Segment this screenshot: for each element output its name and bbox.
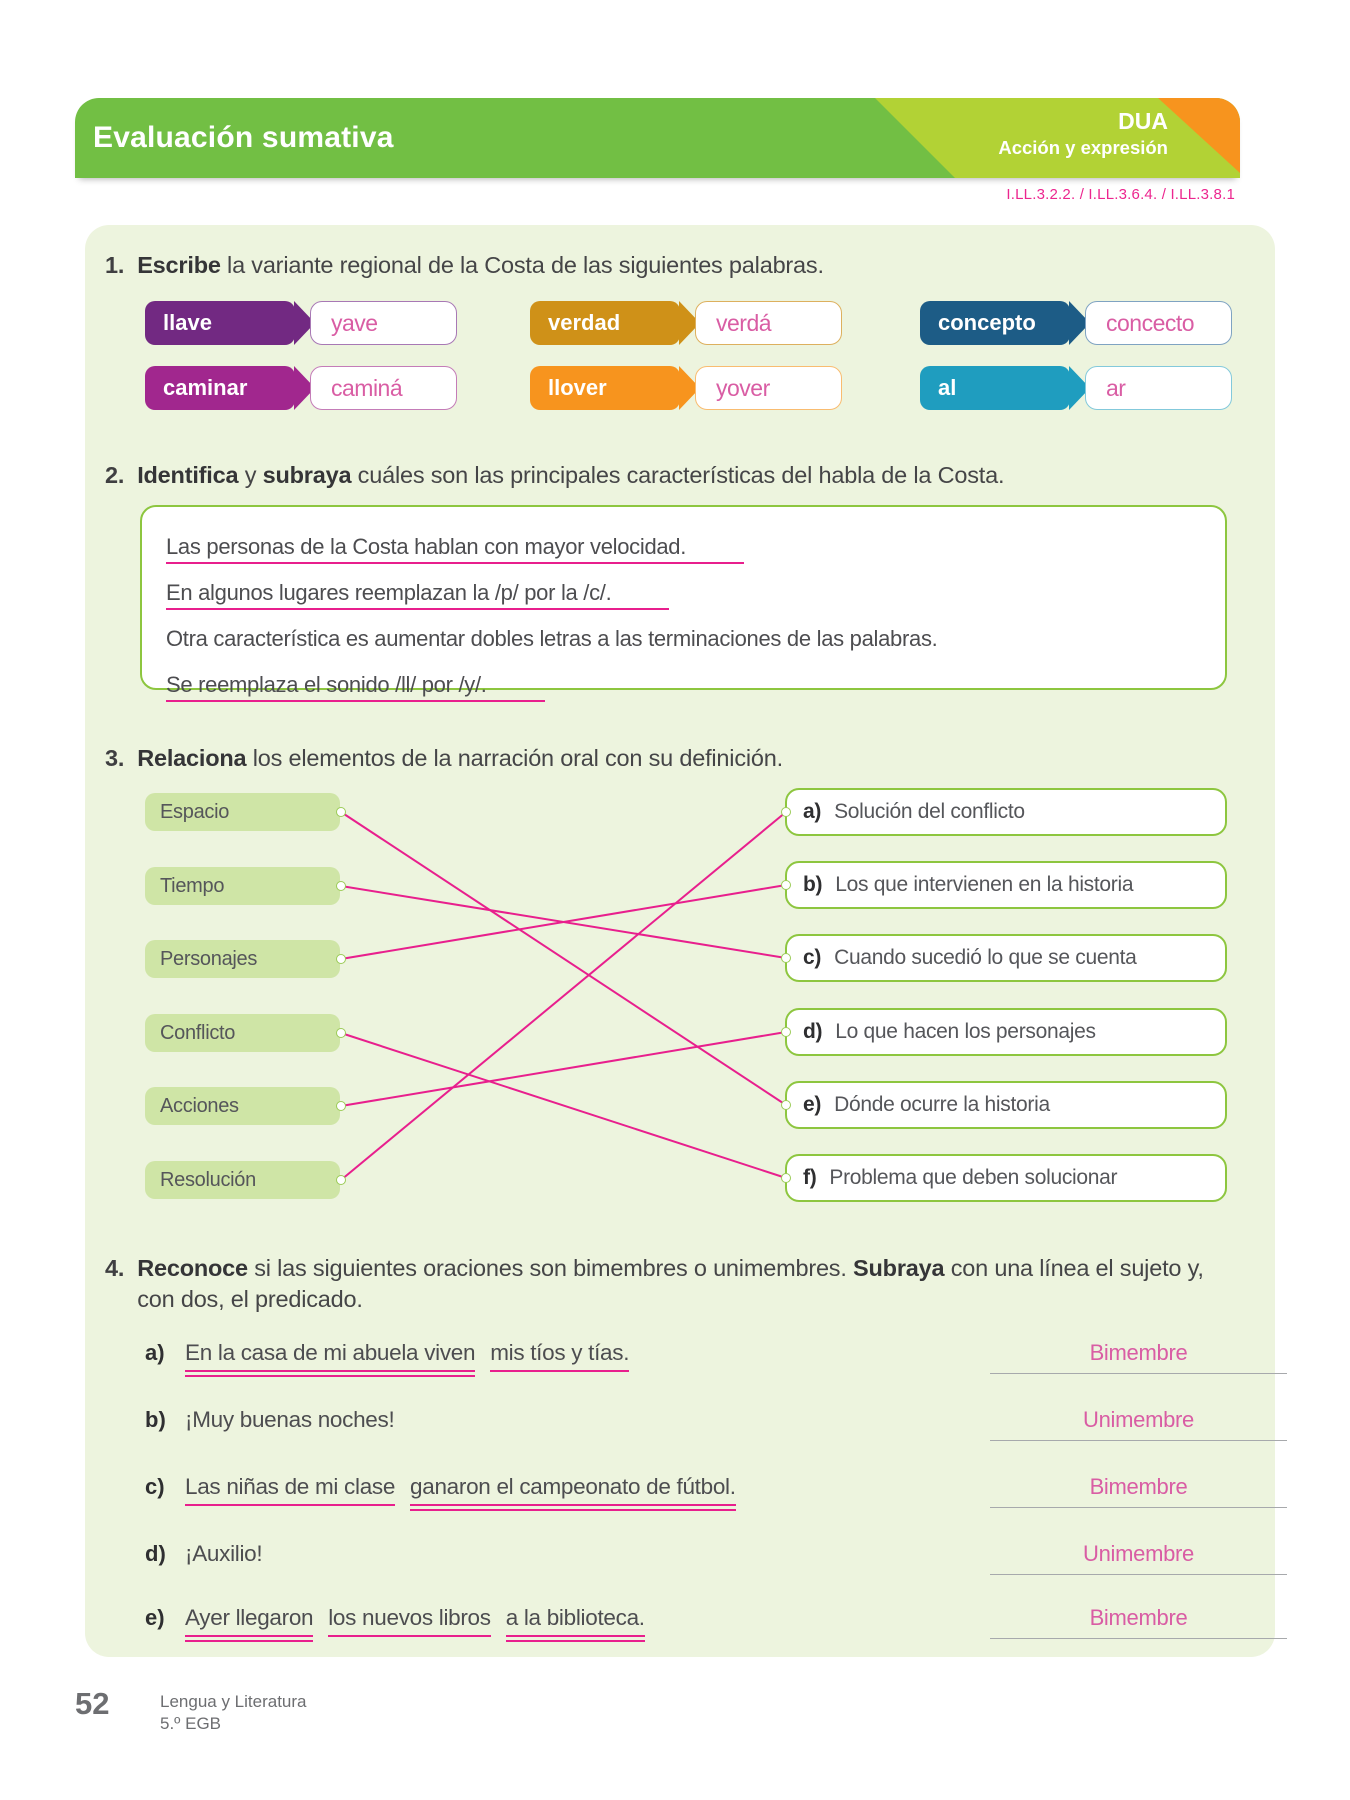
sentence-a[interactable] — [185, 1340, 638, 1372]
match-term-resolucion[interactable]: Resolución — [145, 1161, 340, 1199]
predicate-segment[interactable]: a la biblioteca. — [506, 1605, 645, 1637]
answer-box-al[interactable]: ar — [1085, 366, 1232, 410]
exercise2-mid: y — [238, 462, 263, 488]
sentence-d[interactable] — [185, 1541, 271, 1567]
statement-line-1[interactable]: Las personas de la Costa hablan con mayor velocidad. — [166, 524, 1195, 570]
word-tag-llave: llave — [145, 301, 295, 345]
book-title: Lengua y Literatura — [160, 1692, 307, 1711]
exercise1-prompt-text: la variante regional de la Costa de las siguientes palabras. — [220, 252, 824, 278]
match-definition-b[interactable]: b) Los que intervienen en la historia — [785, 861, 1227, 909]
exercise4-number: 4. — [105, 1255, 125, 1281]
exercise1-verb: Escribe — [137, 252, 221, 278]
exercise2-statements-box — [140, 505, 1227, 697]
exercise3-heading — [105, 743, 783, 774]
exercise2-verb1: Identifica — [137, 462, 239, 488]
book-info — [160, 1691, 307, 1735]
exercise3-prompt-text: los elementos de la narración oral con su definición. — [246, 745, 783, 771]
match-term-conflicto[interactable]: Conflicto — [145, 1014, 340, 1052]
sentence-b[interactable] — [185, 1407, 403, 1433]
exercise2-prompt-text: cuáles son las principales características del habla de la Costa. — [351, 462, 1005, 488]
exercise4-verb2: Subraya — [853, 1255, 945, 1281]
subject-segment[interactable]: mis tíos y tías. — [490, 1340, 629, 1372]
item-letter: d) — [145, 1541, 166, 1566]
word-tag-al: al — [920, 366, 1070, 410]
match-term-espacio[interactable]: Espacio — [145, 793, 340, 831]
sentence-c[interactable] — [185, 1474, 745, 1506]
sentence-row-a — [145, 1340, 1227, 1372]
answer-line-d[interactable]: Unimembre — [990, 1541, 1287, 1575]
item-letter: e) — [145, 1605, 165, 1630]
predicate-segment[interactable]: ganaron el campeonato de fútbol. — [410, 1474, 736, 1506]
match-term-tiempo[interactable]: Tiempo — [145, 867, 340, 905]
match-definition-d[interactable]: d) Lo que hacen los personajes — [785, 1008, 1227, 1056]
connector-dot[interactable] — [336, 1028, 346, 1038]
statement-line-3[interactable]: Otra característica es aumentar dobles letras a las terminaciones de las palabras. — [166, 626, 938, 651]
connector-dot[interactable] — [336, 1101, 346, 1111]
exercise2-prompt — [137, 460, 1004, 491]
sentence-row-b — [145, 1407, 1227, 1433]
sentence-row-d — [145, 1541, 1227, 1567]
subject-segment[interactable]: los nuevos libros — [328, 1605, 491, 1637]
sentence-segment[interactable]: ¡Muy buenas noches! — [185, 1407, 395, 1432]
predicate-segment[interactable]: Ayer llegaron — [185, 1605, 313, 1637]
item-letter: b) — [145, 1407, 166, 1432]
answer-line-b[interactable]: Unimembre — [990, 1407, 1287, 1441]
statement-line-4[interactable]: Se reemplaza el sonido /ll/ por /y/. — [166, 662, 1195, 708]
subject-segment[interactable]: Las niñas de mi clase — [185, 1474, 395, 1506]
exercise4-mid: si las siguientes oraciones son bimembres o unimembres. — [247, 1255, 854, 1281]
connector-dot[interactable] — [781, 1027, 791, 1037]
dua-badge-subtitle: Acción y expresión — [998, 136, 1168, 158]
sentence-segment[interactable]: ¡Auxilio! — [185, 1541, 263, 1566]
exercise4-prompt — [137, 1253, 1205, 1314]
sentence-row-e — [145, 1605, 1227, 1637]
exercise1-number: 1. — [105, 252, 125, 278]
answer-line-a[interactable]: Bimembre — [990, 1340, 1287, 1374]
section-title: Evaluación sumativa — [93, 121, 394, 154]
sentence-e[interactable] — [185, 1605, 654, 1637]
connector-dot[interactable] — [336, 881, 346, 891]
match-definition-a[interactable]: a) Solución del conflicto — [785, 788, 1227, 836]
word-tag-concepto: concepto — [920, 301, 1070, 345]
item-letter: c) — [145, 1474, 165, 1499]
curriculum-reference-codes: I.LL.3.2.2. / I.LL.3.6.4. / I.LL.3.8.1 — [1006, 186, 1235, 203]
page-number: 52 — [75, 1686, 110, 1721]
exercises-panel — [85, 225, 1275, 1657]
exercise2-number: 2. — [105, 462, 125, 488]
exercise4-prompt-text: con una línea el sujeto y, con dos, el predicado. — [137, 1255, 1204, 1312]
match-definition-f[interactable]: f) Problema que deben solucionar — [785, 1154, 1227, 1202]
match-definition-c[interactable]: c) Cuando sucedió lo que se cuenta — [785, 934, 1227, 982]
word-tag-caminar: caminar — [145, 366, 295, 410]
answer-box-concepto[interactable]: concecto — [1085, 301, 1232, 345]
exercise3-verb: Relaciona — [137, 745, 247, 771]
connector-dot[interactable] — [336, 954, 346, 964]
connector-dot[interactable] — [781, 807, 791, 817]
matching-area — [85, 780, 1275, 1220]
answer-line-c[interactable]: Bimembre — [990, 1474, 1287, 1508]
predicate-segment[interactable]: En la casa de mi abuela viven — [185, 1340, 475, 1372]
statement-line-2[interactable]: En algunos lugares reemplazan la /p/ por la /c/. — [166, 570, 1195, 616]
answer-box-verdad[interactable]: verdá — [695, 301, 842, 345]
exercise3-number: 3. — [105, 745, 125, 771]
exercise3-prompt — [137, 743, 783, 774]
answer-box-llover[interactable]: yover — [695, 366, 842, 410]
connector-dot[interactable] — [781, 953, 791, 963]
connector-dot[interactable] — [781, 880, 791, 890]
exercise2-heading — [105, 460, 1004, 491]
book-grade: 5.º EGB — [160, 1714, 222, 1734]
exercise4-heading — [105, 1253, 1205, 1314]
answer-box-caminar[interactable]: caminá — [310, 366, 457, 410]
word-tag-llover: llover — [530, 366, 680, 410]
exercise4-verb1: Reconoce — [137, 1255, 248, 1281]
connector-dot[interactable] — [781, 1173, 791, 1183]
exercise2-verb2: subraya — [262, 462, 352, 488]
sentence-row-c — [145, 1474, 1227, 1506]
connector-dot[interactable] — [336, 1175, 346, 1185]
exercise1-heading — [105, 250, 824, 281]
connector-dot[interactable] — [336, 807, 346, 817]
connector-dot[interactable] — [781, 1100, 791, 1110]
match-term-acciones[interactable]: Acciones — [145, 1087, 340, 1125]
dua-badge — [998, 107, 1168, 159]
dua-badge-title: DUA — [1118, 108, 1168, 134]
match-term-personajes[interactable]: Personajes — [145, 940, 340, 978]
answer-line-e[interactable]: Bimembre — [990, 1605, 1287, 1639]
item-letter: a) — [145, 1340, 165, 1365]
match-definition-e[interactable]: e) Dónde ocurre la historia — [785, 1081, 1227, 1129]
exercise1-prompt — [137, 250, 824, 281]
word-tag-verdad: verdad — [530, 301, 680, 345]
answer-box-llave[interactable]: yave — [310, 301, 457, 345]
section-banner — [75, 98, 1240, 178]
